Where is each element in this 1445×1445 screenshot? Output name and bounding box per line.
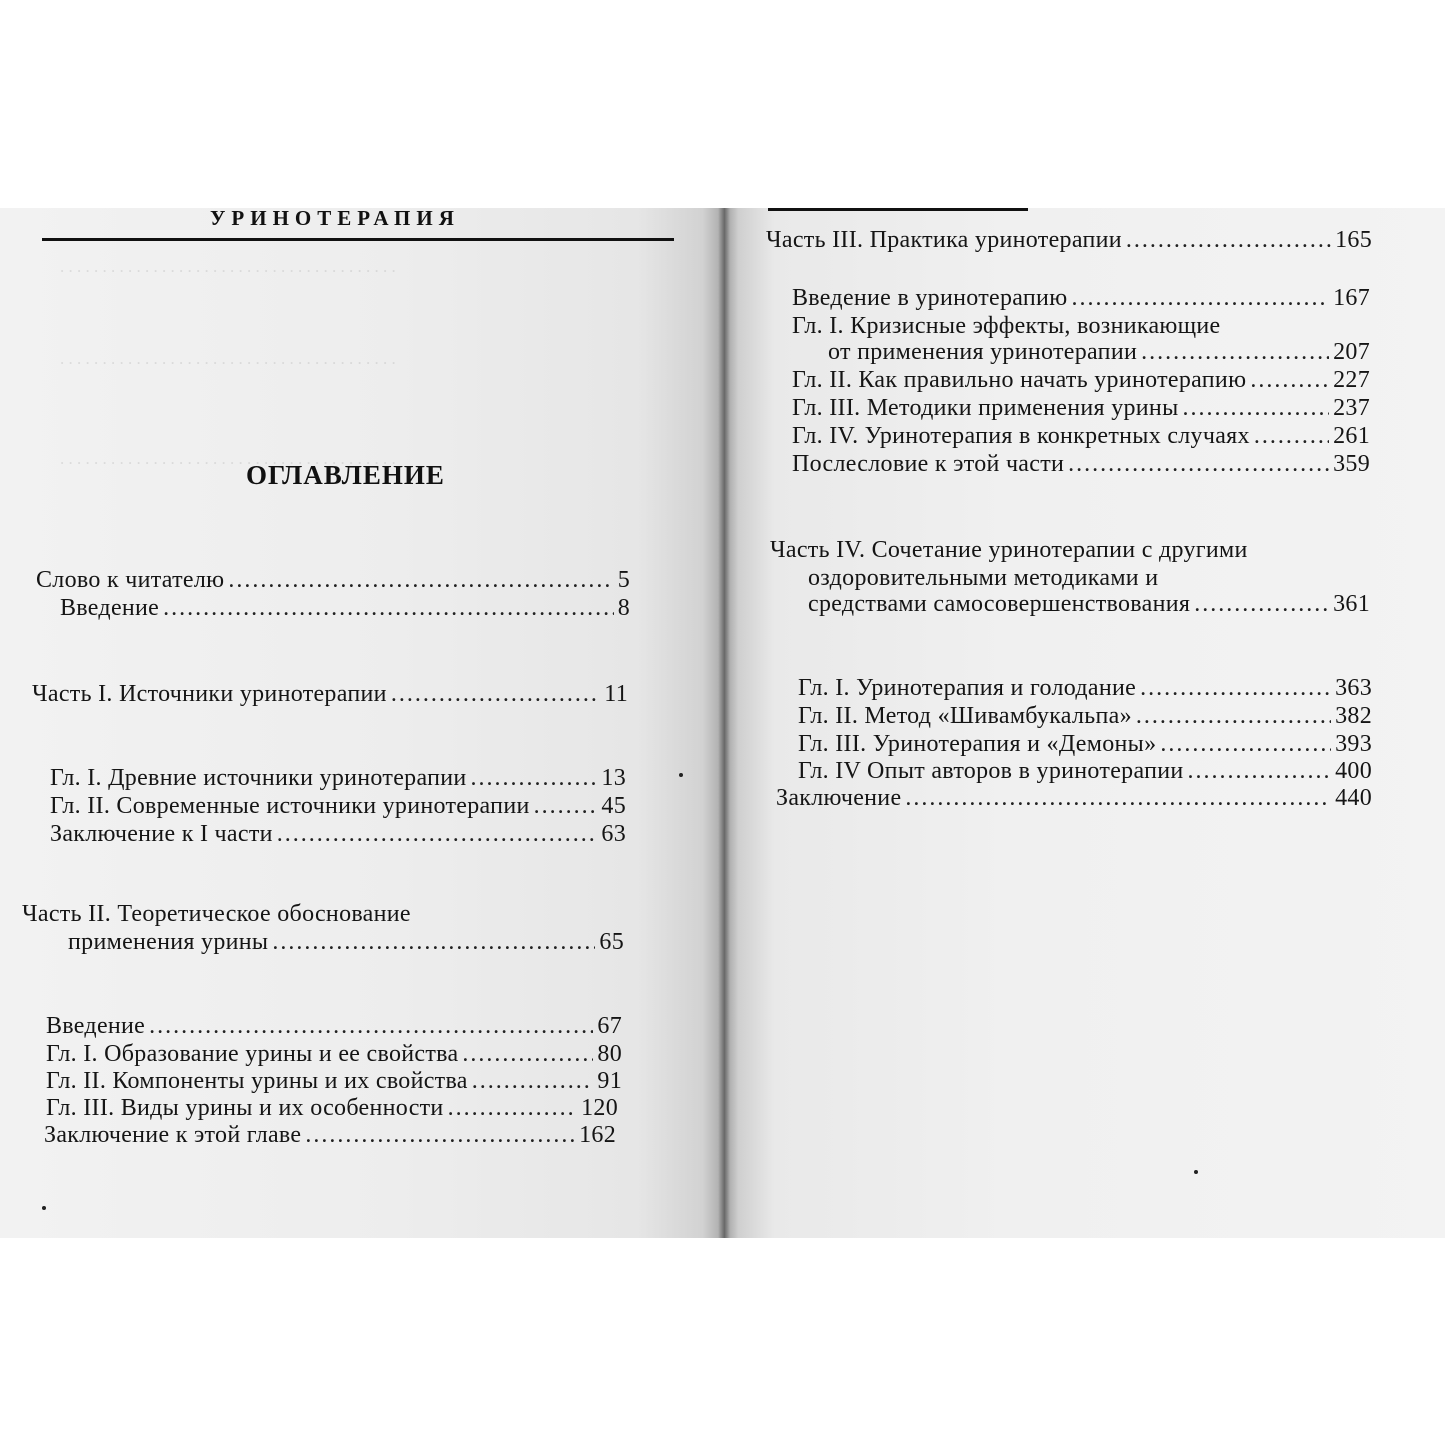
toc-entry-title: Гл. IV. Уринотерапия в конкретных случаях: [792, 423, 1250, 449]
toc-entry-title: Гл. III. Уринотерапия и «Демоны»: [798, 731, 1157, 757]
dot-leader: [1068, 450, 1329, 478]
toc-title: ОГЛАВЛЕНИЕ: [246, 460, 445, 490]
dot-leader: [228, 566, 613, 594]
toc-entry-title: Часть III. Практика уринотерапии: [766, 227, 1122, 253]
toc-entry-title: от применения уринотерапии: [828, 339, 1138, 365]
print-speck: [679, 773, 683, 777]
toc-entry[interactable]: [798, 757, 1372, 785]
toc-entry[interactable]: [44, 1121, 616, 1149]
toc-entry-page: 67: [597, 1013, 622, 1039]
toc-entry-page: 120: [581, 1095, 618, 1121]
toc-part-entry[interactable]: [766, 226, 1372, 254]
toc-entry-page: 63: [601, 821, 626, 847]
toc-entry[interactable]: [46, 1094, 618, 1122]
dot-leader: [1136, 702, 1331, 730]
toc-entry-title: Введение: [46, 1013, 146, 1039]
toc-entry[interactable]: [36, 566, 630, 594]
toc-entry-page: 11: [604, 681, 628, 707]
toc-entry-page: 5: [617, 567, 630, 593]
toc-entry[interactable]: [798, 702, 1372, 730]
right-page: [724, 208, 1445, 1238]
toc-entry[interactable]: [792, 284, 1370, 312]
toc-entry-title: Гл. II. Компоненты урины и их свойства: [46, 1068, 468, 1094]
toc-entry[interactable]: [798, 674, 1372, 702]
header-rule: [42, 238, 674, 241]
toc-entry-page: 80: [597, 1041, 622, 1067]
toc-entry-page: 45: [601, 793, 626, 819]
toc-entry[interactable]: [828, 338, 1370, 366]
toc-entry-title: Гл. II. Метод «Шивамбукальпа»: [798, 703, 1132, 729]
left-page: [0, 208, 724, 1238]
dot-leader: [1160, 730, 1331, 758]
toc-entry[interactable]: [46, 1040, 622, 1068]
dot-leader: [1254, 422, 1329, 450]
toc-entry-page: 400: [1335, 758, 1372, 784]
toc-entry-title: Гл. III. Методики применения урины: [792, 395, 1179, 421]
toc-entry-title: Слово к читателю: [36, 567, 225, 593]
toc-entry-page: 91: [597, 1068, 622, 1094]
toc-entry-title: Гл. I. Образование урины и ее свойства: [46, 1041, 459, 1067]
dot-leader: [1183, 394, 1330, 422]
dot-leader: [272, 928, 595, 956]
toc-entry-page: 361: [1333, 591, 1370, 617]
toc-entry-title: Гл. II. Современные источники уринотерапии: [50, 793, 530, 819]
dot-leader: [277, 820, 598, 848]
print-speck: [42, 1206, 46, 1210]
toc-entry-title: применения урины: [68, 929, 269, 955]
toc-part-entry[interactable]: [32, 680, 628, 708]
toc-entry-title: Гл. IV Опыт авторов в уринотерапии: [798, 758, 1184, 784]
header-rule: [768, 208, 1028, 211]
show-through-text: . . . . . . . . . . . . . . . . . . . . . . . . . . . . . . . . . . . . . . . .: [60, 349, 396, 368]
toc-entry-page: 363: [1335, 675, 1372, 701]
toc-entry-title: Гл. II. Как правильно начать уринотерапию: [792, 367, 1247, 393]
toc-entry-title: Часть I. Источники уринотерапии: [32, 681, 387, 707]
dot-leader: [305, 1121, 575, 1149]
running-head: УРИНОТЕРАПИЯ: [210, 208, 460, 230]
toc-entry-page: 13: [601, 765, 626, 791]
toc-part-title-line[interactable]: Часть IV. Сочетание уринотерапии с другими: [770, 537, 1248, 563]
toc-entry-title-line[interactable]: Гл. I. Кризисные эффекты, возникающие: [792, 313, 1221, 339]
dot-leader: [448, 1094, 578, 1122]
toc-entry[interactable]: [792, 422, 1370, 450]
dot-leader: [163, 594, 614, 622]
dot-leader: [149, 1012, 593, 1040]
toc-entry[interactable]: [776, 784, 1372, 812]
dot-leader: [1250, 366, 1329, 394]
toc-entry[interactable]: [50, 764, 626, 792]
toc-entry-title: Гл. I. Древние источники уринотерапии: [50, 765, 467, 791]
toc-entry[interactable]: [46, 1012, 622, 1040]
open-book-spread: [0, 208, 1445, 1238]
dot-leader: [1194, 590, 1329, 618]
toc-entry-title: Введение: [60, 595, 160, 621]
toc-entry[interactable]: [798, 730, 1372, 758]
dot-leader: [905, 784, 1331, 812]
toc-entry-title: Заключение к этой главе: [44, 1122, 302, 1148]
dot-leader: [1141, 338, 1329, 366]
toc-entry-page: 382: [1335, 703, 1372, 729]
print-speck: [1194, 1170, 1198, 1174]
dot-leader: [472, 1067, 594, 1095]
toc-entry[interactable]: [50, 820, 626, 848]
toc-entry-page: 8: [617, 595, 630, 621]
toc-entry-page: 162: [579, 1122, 616, 1148]
toc-entry-title: Гл. III. Виды урины и их особенности: [46, 1095, 444, 1121]
toc-entry-title: Послесловие к этой части: [792, 451, 1065, 477]
toc-entry-page: 165: [1335, 227, 1372, 253]
toc-part-title-line[interactable]: оздоровительными методиками и: [808, 565, 1159, 591]
toc-entry-title: Введение в уринотерапию: [792, 285, 1068, 311]
toc-entry[interactable]: [50, 792, 626, 820]
toc-entry-page: 261: [1333, 423, 1370, 449]
toc-entry-page: 440: [1335, 785, 1372, 811]
toc-entry-page: 65: [599, 929, 624, 955]
dot-leader: [1140, 674, 1331, 702]
toc-entry[interactable]: [792, 394, 1370, 422]
show-through-text: . . . . . . . . . . . . . . . . . . . . . . . . . . . . . . . . . . . . . . . .: [60, 257, 396, 276]
toc-entry-title: Заключение к I части: [50, 821, 273, 847]
dot-leader: [1188, 757, 1332, 785]
toc-entry[interactable]: [792, 450, 1370, 478]
dot-leader: [462, 1040, 593, 1068]
toc-entry-page: 237: [1333, 395, 1370, 421]
toc-entry-page: 207: [1333, 339, 1370, 365]
toc-entry-page: 167: [1333, 285, 1370, 311]
toc-entry-page: 359: [1333, 451, 1370, 477]
toc-entry[interactable]: [792, 366, 1370, 394]
toc-part-entry[interactable]: [808, 590, 1370, 618]
toc-part-title-line[interactable]: Часть II. Теоретическое обоснование: [22, 901, 411, 927]
toc-entry[interactable]: [46, 1067, 622, 1095]
dot-leader: [534, 792, 598, 820]
toc-entry-page: 393: [1335, 731, 1372, 757]
dot-leader: [1126, 226, 1331, 254]
book-gutter: [718, 208, 730, 1238]
toc-part-entry[interactable]: [68, 928, 624, 956]
dot-leader: [471, 764, 598, 792]
dot-leader: [391, 680, 600, 708]
toc-entry-page: 227: [1333, 367, 1370, 393]
show-through-text: . . . . . . . . . . . . . . . . . . . . . . . . . . . . . . . . . . . . . . . .: [60, 449, 396, 468]
toc-entry-title: средствами самосовершенствования: [808, 591, 1191, 617]
toc-entry-title: Гл. I. Уринотерапия и голодание: [798, 675, 1137, 701]
dot-leader: [1071, 284, 1329, 312]
toc-entry[interactable]: [60, 594, 630, 622]
toc-entry-title: Заключение: [776, 785, 902, 811]
